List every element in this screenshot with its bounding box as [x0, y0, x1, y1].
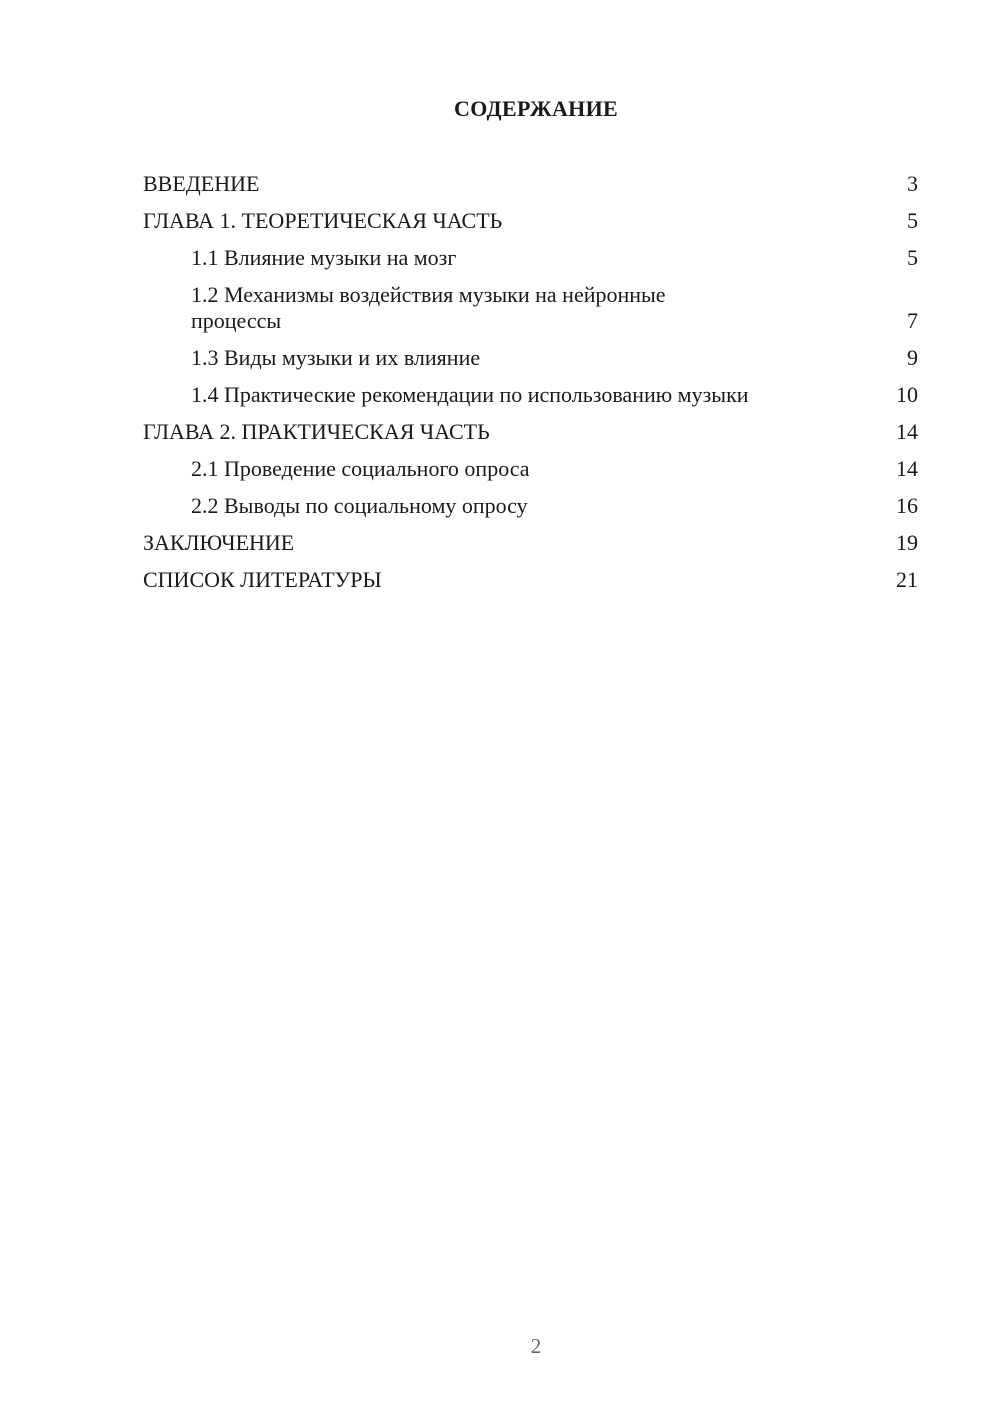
toc-entry-label: ЗАКЛЮЧЕНИЕ: [143, 530, 295, 555]
toc-entry-label: 1.2 Механизмы воздействия музыки на нейронные процессы: [191, 282, 666, 333]
toc-entry-label: 2.1 Проведение социального опроса: [191, 456, 530, 481]
toc-entry-page: 7: [907, 308, 918, 333]
page-number: 2: [530, 1334, 542, 1358]
toc-entry-page: 5: [907, 208, 918, 233]
toc-entry-label: ГЛАВА 1. ТЕОРЕТИЧЕСКАЯ ЧАСТЬ: [143, 208, 503, 233]
toc-entry-label: ВВЕДЕНИЕ: [143, 171, 260, 196]
toc-entry-page: 14: [896, 456, 918, 481]
toc-entry-section-2-1[interactable]: [143, 451, 918, 488]
toc-entry-chapter-2[interactable]: [143, 414, 918, 451]
toc-entry-page: 16: [896, 493, 918, 518]
toc-entry-introduction[interactable]: [143, 166, 918, 203]
toc-entry-page: 21: [896, 567, 918, 592]
page-title: СОДЕРЖАНИЕ: [454, 96, 618, 121]
toc-entry-label: 1.1 Влияние музыки на мозг: [191, 245, 457, 270]
toc-entry-page: 19: [896, 530, 918, 555]
toc-entry-page: 10: [896, 382, 918, 407]
toc-entry-label: ГЛАВА 2. ПРАКТИЧЕСКАЯ ЧАСТЬ: [143, 419, 490, 444]
toc-entry-conclusion[interactable]: [143, 525, 918, 562]
toc-entry-section-1-1[interactable]: [143, 240, 918, 277]
toc-entry-section-1-3[interactable]: [143, 340, 918, 377]
toc-entry-label: 2.2 Выводы по социальному опросу: [191, 493, 528, 518]
toc-entry-page: 14: [896, 419, 918, 444]
toc-entry-page: 5: [907, 245, 918, 270]
toc-entry-label: 1.4 Практические рекомендации по использованию музыки: [191, 382, 749, 407]
toc-entry-page: 9: [907, 345, 918, 370]
toc-entry-page: 3: [907, 171, 918, 196]
toc-entry-references[interactable]: [143, 562, 918, 599]
toc-entry-label: 1.3 Виды музыки и их влияние: [191, 345, 481, 370]
toc-entry-chapter-1[interactable]: [143, 203, 918, 240]
toc-entry-section-1-4[interactable]: [143, 377, 918, 414]
table-of-contents: [143, 166, 918, 599]
toc-entry-label: СПИСОК ЛИТЕРАТУРЫ: [143, 567, 382, 592]
toc-entry-section-2-2[interactable]: [143, 488, 918, 525]
toc-entry-section-1-2[interactable]: [143, 277, 918, 340]
